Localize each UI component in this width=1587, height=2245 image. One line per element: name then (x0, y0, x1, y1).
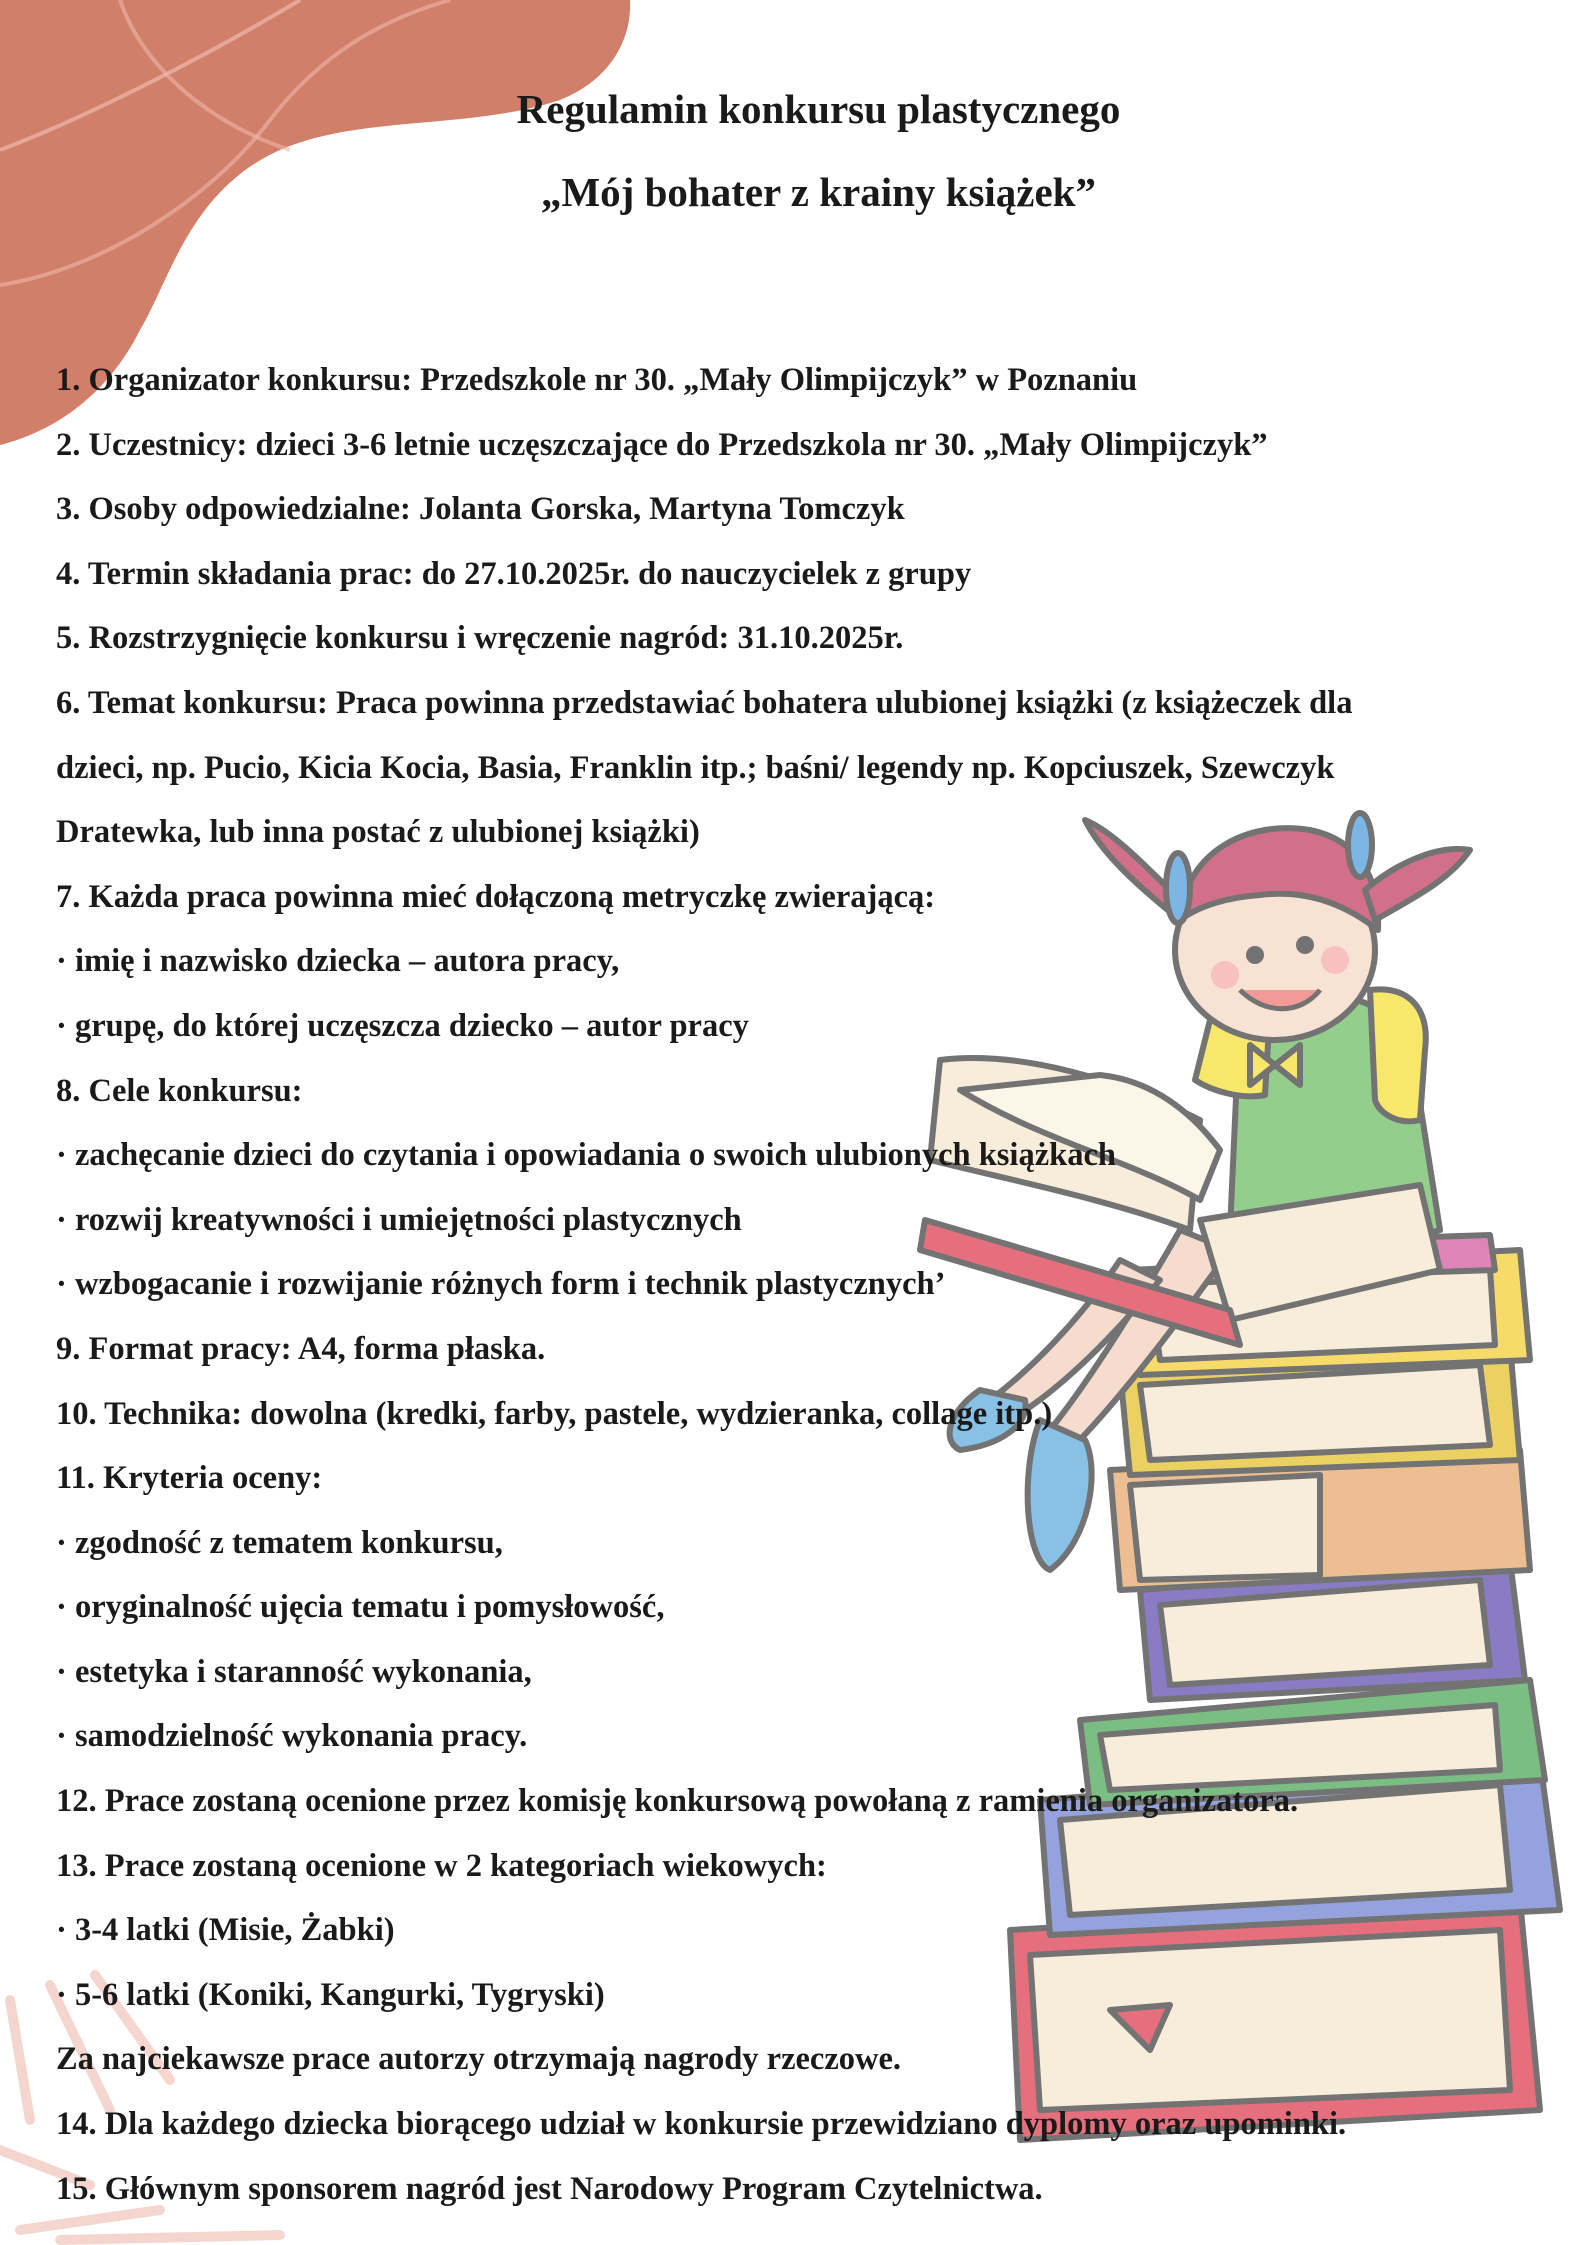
rule-line: · wzbogacanie i rozwijanie różnych form i technik plastycznych’ (56, 1266, 946, 1303)
rule-line: 7. Każda praca powinna mieć dołączoną metryczkę zwierającą: (56, 878, 936, 915)
rule-line: · estetyka i staranność wykonania, (56, 1653, 532, 1690)
rule-line: 13. Prace zostaną ocenione w 2 kategoriach wiekowych: (56, 1847, 827, 1884)
rule-line: · 5-6 latki (Koniki, Kangurki, Tygryski) (56, 1976, 605, 2013)
title-line-1: Regulamin konkursu plastycznego (516, 86, 1121, 132)
rule-line: 9. Format pracy: A4, forma płaska. (56, 1330, 546, 1367)
rule-line: · zgodność z tematem konkursu, (56, 1524, 503, 1561)
rule-line: 11. Kryteria oceny: (56, 1460, 323, 1497)
title-line-2: „Mój bohater z krainy książek” (540, 169, 1096, 215)
document-title (0, 68, 1587, 234)
rule-line: 1. Organizator konkursu: Przedszkole nr 30. „Mały Olimpijczyk” w Poznaniu (56, 362, 1138, 398)
rule-line: · 3-4 latki (Misie, Żabki) (56, 1912, 395, 1949)
rule-line: 6. Temat konkursu: Praca powinna przedstawiać bohatera ulubionej książki (z książeczek dla (56, 684, 1353, 721)
rule-line: Za najciekawsze prace autorzy otrzymają nagrody rzeczowe. (56, 2041, 902, 2078)
rule-line: · imię i nazwisko dziecka – autora pracy, (56, 943, 620, 980)
rule-line: · oryginalność ujęcia tematu i pomysłowość, (56, 1589, 665, 1626)
rule-line: 5. Rozstrzygnięcie konkursu i wręczenie nagród: 31.10.2025r. (56, 620, 904, 657)
rule-line: · rozwij kreatywności i umiejętności plastycznych (56, 1201, 742, 1238)
rule-line: · samodzielność wykonania pracy. (56, 1718, 528, 1755)
rule-line: 4. Termin składania prac: do 27.10.2025r. do nauczycielek z grupy (56, 555, 972, 592)
rules-list (56, 348, 1536, 2221)
rule-line: dzieci, np. Pucio, Kicia Kocia, Basia, Franklin itp.; baśni/ legendy np. Kopciuszek, Szewczyk (56, 749, 1335, 786)
rule-line: 12. Prace zostaną ocenione przez komisję konkursową powołaną z ramienia organizatora. (56, 1783, 1299, 1820)
rule-line: 10. Technika: dowolna (kredki, farby, pastele, wydzieranka, collage itp.) (56, 1395, 1053, 1432)
rule-line: 15. Głównym sponsorem nagród jest Narodowy Program Czytelnictwa. (56, 2170, 1043, 2207)
rule-line: Dratewka, lub inna postać z ulubionej książki) (56, 814, 700, 851)
rule-line: 8. Cele konkursu: (56, 1072, 303, 1109)
rule-line: 3. Osoby odpowiedzialne: Jolanta Gorska, Martyna Tomczyk (56, 491, 905, 528)
rule-line: · grupę, do której uczęszcza dziecko – autor pracy (56, 1007, 749, 1044)
rule-line: 2. Uczestnicy: dzieci 3-6 letnie uczęszczające do Przedszkola nr 30. „Mały Olimpijczyk” (56, 426, 1268, 463)
rule-line: 14. Dla każdego dziecka biorącego udział w konkursie przewidziano dyplomy oraz upominki. (56, 2106, 1347, 2143)
rule-line: · zachęcanie dzieci do czytania i opowiadania o swoich ulubionych książkach (56, 1137, 1116, 1174)
